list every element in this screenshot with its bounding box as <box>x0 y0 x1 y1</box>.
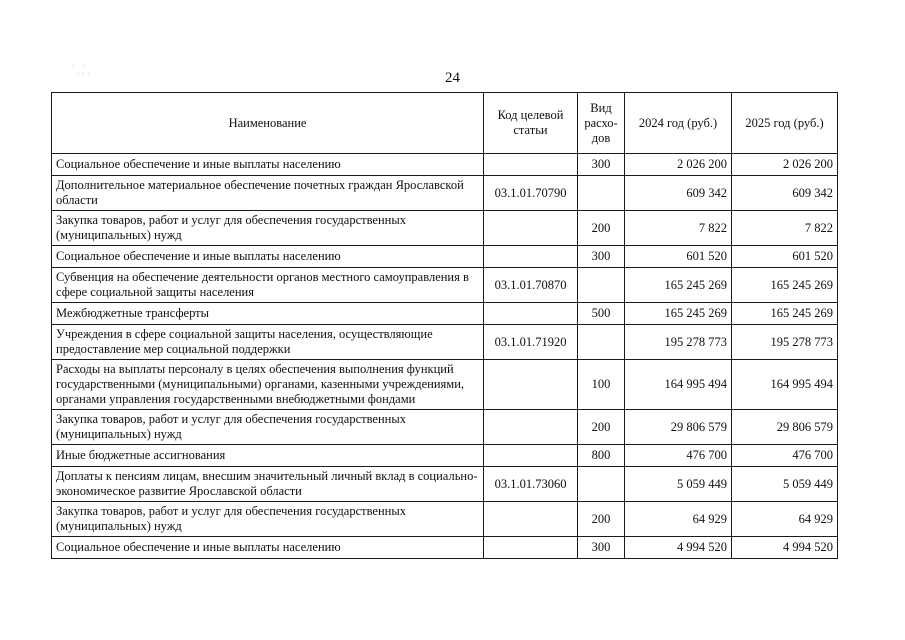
row-kind: 800 <box>578 445 625 467</box>
row-name: Социальное обеспечение и иные выплаты населению <box>52 246 484 268</box>
row-value-2024: 64 929 <box>625 502 732 537</box>
row-value-2024: 7 822 <box>625 211 732 246</box>
table-row <box>52 360 838 410</box>
table-row <box>52 211 838 246</box>
header-year-2025: 2025 год (руб.) <box>732 93 838 154</box>
table-row <box>52 467 838 502</box>
row-value-2025: 5 059 449 <box>732 467 838 502</box>
row-name: Социальное обеспечение и иные выплаты населению <box>52 537 484 559</box>
row-kind: 300 <box>578 154 625 176</box>
row-code <box>484 211 578 246</box>
row-name: Доплаты к пенсиям лицам, внесшим значительный личный вклад в социально-экономическое развитие Ярославской области <box>52 467 484 502</box>
header-name: Наименование <box>52 93 484 154</box>
header-year-2024: 2024 год (руб.) <box>625 93 732 154</box>
row-value-2024: 165 245 269 <box>625 268 732 303</box>
row-code <box>484 537 578 559</box>
table-row <box>52 410 838 445</box>
row-kind: 200 <box>578 502 625 537</box>
row-value-2025: 601 520 <box>732 246 838 268</box>
row-name: Закупка товаров, работ и услуг для обеспечения государственных (муниципальных) нужд <box>52 211 484 246</box>
table-row <box>52 268 838 303</box>
table-row <box>52 303 838 325</box>
row-code <box>484 154 578 176</box>
row-kind: 200 <box>578 410 625 445</box>
row-kind <box>578 467 625 502</box>
row-value-2024: 165 245 269 <box>625 303 732 325</box>
row-value-2025: 29 806 579 <box>732 410 838 445</box>
row-value-2025: 2 026 200 <box>732 154 838 176</box>
row-value-2025: 165 245 269 <box>732 268 838 303</box>
budget-table <box>51 92 838 559</box>
row-code <box>484 246 578 268</box>
table-row <box>52 176 838 211</box>
row-value-2025: 476 700 <box>732 445 838 467</box>
row-value-2024: 476 700 <box>625 445 732 467</box>
row-kind: 500 <box>578 303 625 325</box>
row-code: 03.1.01.70790 <box>484 176 578 211</box>
row-code <box>484 502 578 537</box>
row-value-2025: 195 278 773 <box>732 325 838 360</box>
row-value-2025: 4 994 520 <box>732 537 838 559</box>
row-value-2025: 7 822 <box>732 211 838 246</box>
row-value-2025: 609 342 <box>732 176 838 211</box>
table-row <box>52 325 838 360</box>
row-value-2024: 195 278 773 <box>625 325 732 360</box>
row-kind: 100 <box>578 360 625 410</box>
row-kind <box>578 268 625 303</box>
row-code: 03.1.01.73060 <box>484 467 578 502</box>
scan-specks: · · ·:· <box>72 62 93 78</box>
row-value-2024: 164 995 494 <box>625 360 732 410</box>
row-code <box>484 303 578 325</box>
row-value-2025: 164 995 494 <box>732 360 838 410</box>
row-code <box>484 445 578 467</box>
row-name: Субвенция на обеспечение деятельности органов местного самоуправления в сфере социальной защиты населения <box>52 268 484 303</box>
row-kind: 300 <box>578 537 625 559</box>
table-row <box>52 445 838 467</box>
table-row <box>52 537 838 559</box>
row-name: Учреждения в сфере социальной защиты населения, осуществляющие предоставление мер социальной поддержки <box>52 325 484 360</box>
row-code <box>484 410 578 445</box>
row-name: Расходы на выплаты персоналу в целях обеспечения выполнения функций государственными (муниципальными) органами, казенными учреждениями, органами управления государственными внебюджетными фондами <box>52 360 484 410</box>
row-name: Закупка товаров, работ и услуг для обеспечения государственных (муниципальных) нужд <box>52 502 484 537</box>
row-value-2024: 5 059 449 <box>625 467 732 502</box>
row-kind <box>578 176 625 211</box>
table-row <box>52 246 838 268</box>
row-kind: 200 <box>578 211 625 246</box>
row-name: Социальное обеспечение и иные выплаты населению <box>52 154 484 176</box>
row-name: Дополнительное материальное обеспечение почетных граждан Ярославской области <box>52 176 484 211</box>
row-value-2024: 601 520 <box>625 246 732 268</box>
row-kind: 300 <box>578 246 625 268</box>
row-value-2025: 165 245 269 <box>732 303 838 325</box>
row-name: Иные бюджетные ассигнования <box>52 445 484 467</box>
header-kind: Вид расхо-дов <box>578 93 625 154</box>
row-code <box>484 360 578 410</box>
table-header-row <box>52 93 838 154</box>
row-kind <box>578 325 625 360</box>
table-row <box>52 154 838 176</box>
row-value-2025: 64 929 <box>732 502 838 537</box>
header-code: Код целевой статьи <box>484 93 578 154</box>
row-code: 03.1.01.70870 <box>484 268 578 303</box>
row-value-2024: 609 342 <box>625 176 732 211</box>
row-value-2024: 29 806 579 <box>625 410 732 445</box>
page-number: 24 <box>445 70 460 86</box>
row-value-2024: 2 026 200 <box>625 154 732 176</box>
row-name: Межбюджетные трансферты <box>52 303 484 325</box>
row-value-2024: 4 994 520 <box>625 537 732 559</box>
table-row <box>52 502 838 537</box>
row-code: 03.1.01.71920 <box>484 325 578 360</box>
row-name: Закупка товаров, работ и услуг для обеспечения государственных (муниципальных) нужд <box>52 410 484 445</box>
